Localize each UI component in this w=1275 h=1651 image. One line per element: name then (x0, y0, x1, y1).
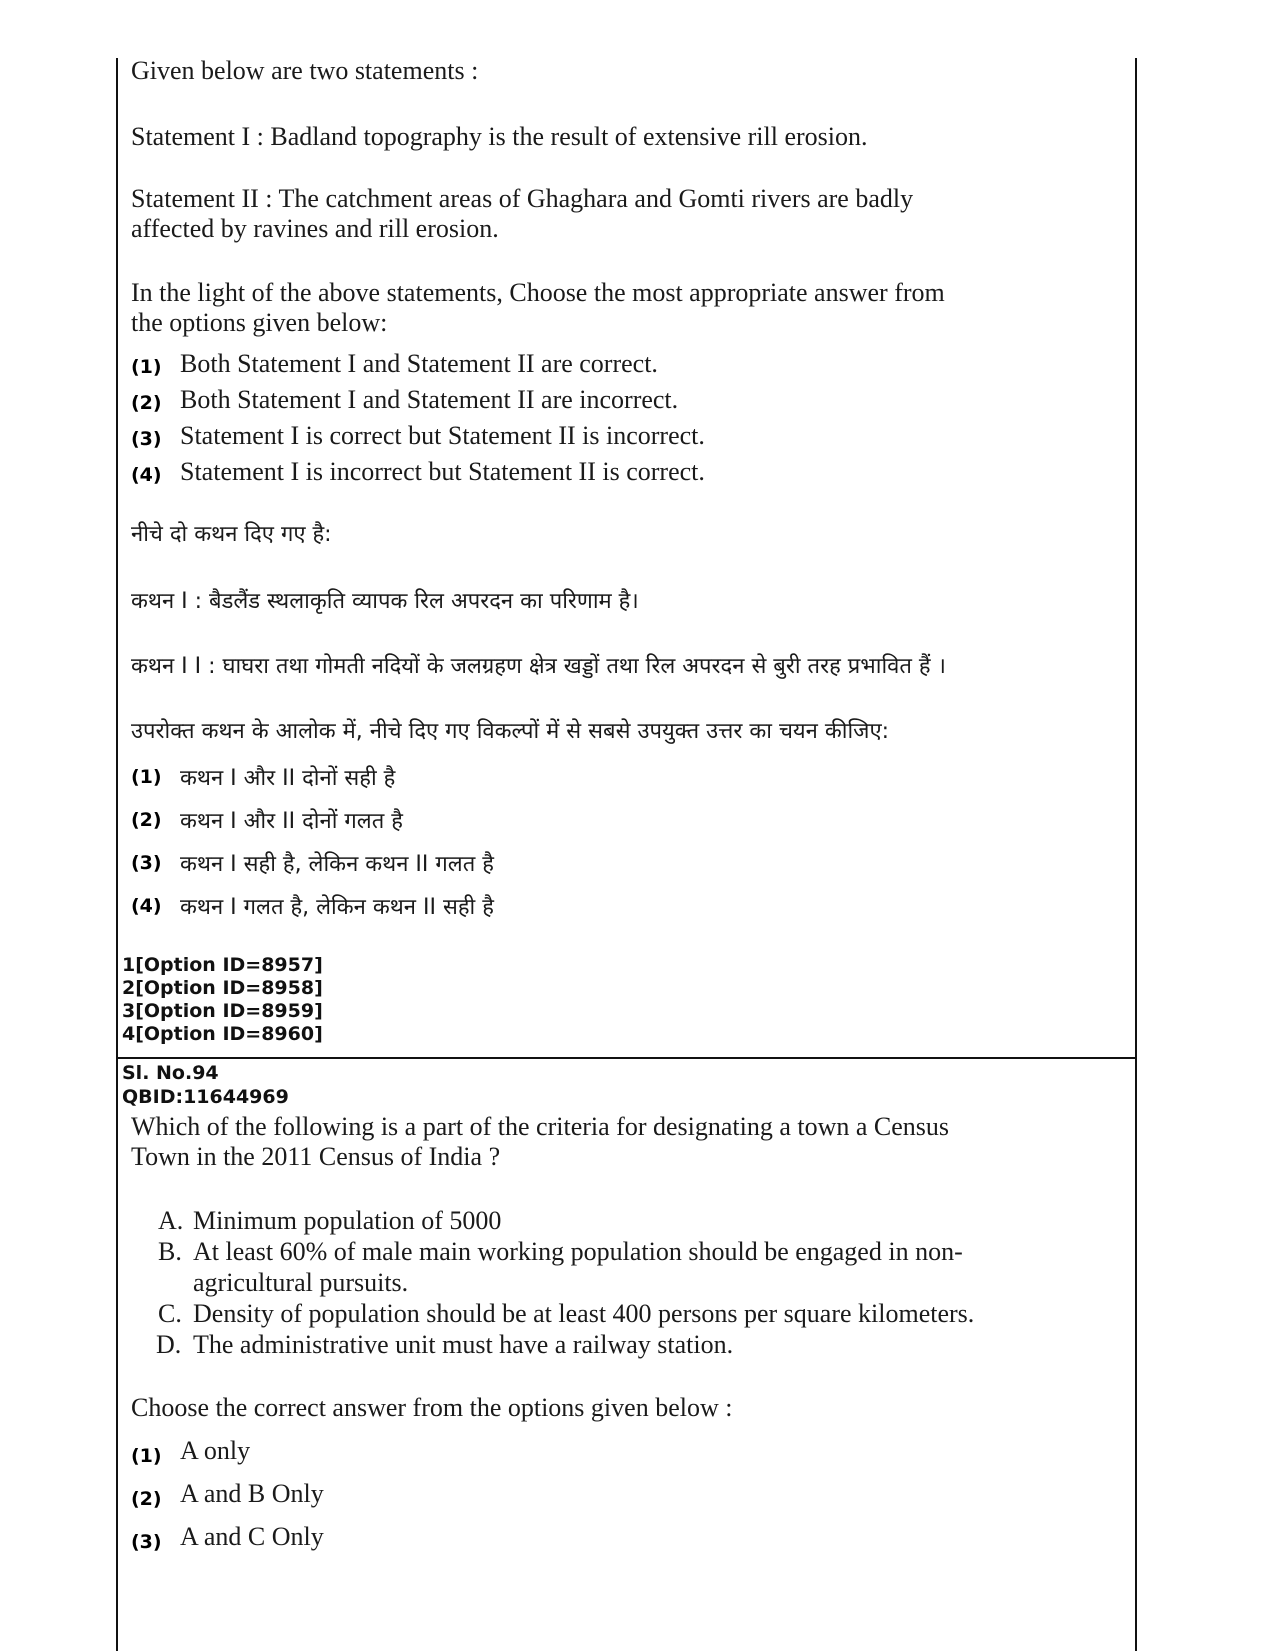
q93-intro: Given below are two statements : (131, 56, 479, 85)
q93-hindi-intro: नीचे दो कथन दिए गए है: (131, 522, 332, 547)
option-text: Statement I is incorrect but Statement II is correct. (180, 457, 705, 486)
q93-statement-1: Statement I : Badland topography is the result of extensive rill erosion. (131, 122, 868, 151)
option-number: (4) (131, 895, 162, 917)
option-text: कथन I सही है, लेकिन कथन II गलत है (180, 852, 494, 877)
question-divider (116, 1057, 1137, 1059)
option-number: (1) (131, 766, 162, 788)
q93-statement-2-line1: Statement II : The catchment areas of Ghaghara and Gomti rivers are badly (131, 184, 914, 213)
criterion-text: The administrative unit must have a railway station. (193, 1330, 734, 1359)
q94-instruction: Choose the correct answer from the options given below : (131, 1393, 733, 1422)
option-number: (1) (131, 1445, 162, 1467)
option-text: A and B Only (180, 1479, 324, 1508)
criterion-letter: A. (158, 1206, 184, 1235)
option-number: (3) (131, 852, 162, 874)
qbid: QBID:11644969 (122, 1086, 289, 1108)
q94-question-line2: Town in the 2011 Census of India ? (131, 1142, 501, 1171)
criterion-letter: C. (158, 1299, 182, 1328)
option-number: (3) (131, 428, 162, 450)
option-text: A and C Only (180, 1522, 324, 1551)
criterion-text: agricultural pursuits. (193, 1268, 409, 1297)
option-id: 4[Option ID=8960] (122, 1023, 323, 1045)
q93-hindi-statement-1: कथन I : बैडलैंड स्थलाकृति व्यापक रिल अपरदन का परिणाम है। (131, 589, 639, 614)
option-text: Both Statement I and Statement II are incorrect. (180, 385, 679, 414)
option-id: 2[Option ID=8958] (122, 977, 323, 999)
q93-instruction-line1: In the light of the above statements, Choose the most appropriate answer from (131, 278, 945, 307)
option-number: (2) (131, 392, 162, 414)
option-text: Both Statement I and Statement II are correct. (180, 349, 658, 378)
criterion-text: At least 60% of male main working population should be engaged in non- (193, 1237, 963, 1266)
left-border-line (116, 58, 118, 1651)
criterion-letter: B. (158, 1237, 182, 1266)
option-id: 1[Option ID=8957] (122, 954, 323, 976)
option-text: कथन I और II दोनों सही है (180, 766, 396, 791)
q93-statement-2-line2: affected by ravines and rill erosion. (131, 214, 499, 243)
option-number: (4) (131, 464, 162, 486)
criterion-letter: D. (156, 1330, 182, 1359)
option-text: A only (180, 1436, 251, 1465)
serial-number: Sl. No.94 (122, 1062, 219, 1084)
criterion-text: Minimum population of 5000 (193, 1206, 502, 1235)
criterion-text: Density of population should be at least 400 persons per square kilometers. (193, 1299, 975, 1328)
q94-question-line1: Which of the following is a part of the criteria for designating a town a Census (131, 1112, 950, 1141)
option-text: कथन I और II दोनों गलत है (180, 809, 403, 834)
option-number: (1) (131, 356, 162, 378)
option-id: 3[Option ID=8959] (122, 1000, 323, 1022)
option-text: Statement I is correct but Statement II is incorrect. (180, 421, 705, 450)
option-number: (3) (131, 1531, 162, 1553)
right-border-line (1135, 58, 1137, 1651)
q93-hindi-statement-2: कथन I I : घाघरा तथा गोमती नदियों के जलग्रहण क्षेत्र खड्डों तथा रिल अपरदन से बुरी तरह प्रभावित हैं । (131, 654, 946, 679)
option-number: (2) (131, 809, 162, 831)
q93-hindi-instruction: उपरोक्त कथन के आलोक में, नीचे दिए गए विकल्पों में से सबसे उपयुक्त उत्तर का चयन कीजिए: (131, 719, 890, 744)
q93-instruction-line2: the options given below: (131, 308, 388, 337)
option-number: (2) (131, 1488, 162, 1510)
option-text: कथन I गलत है, लेकिन कथन II सही है (180, 895, 494, 920)
